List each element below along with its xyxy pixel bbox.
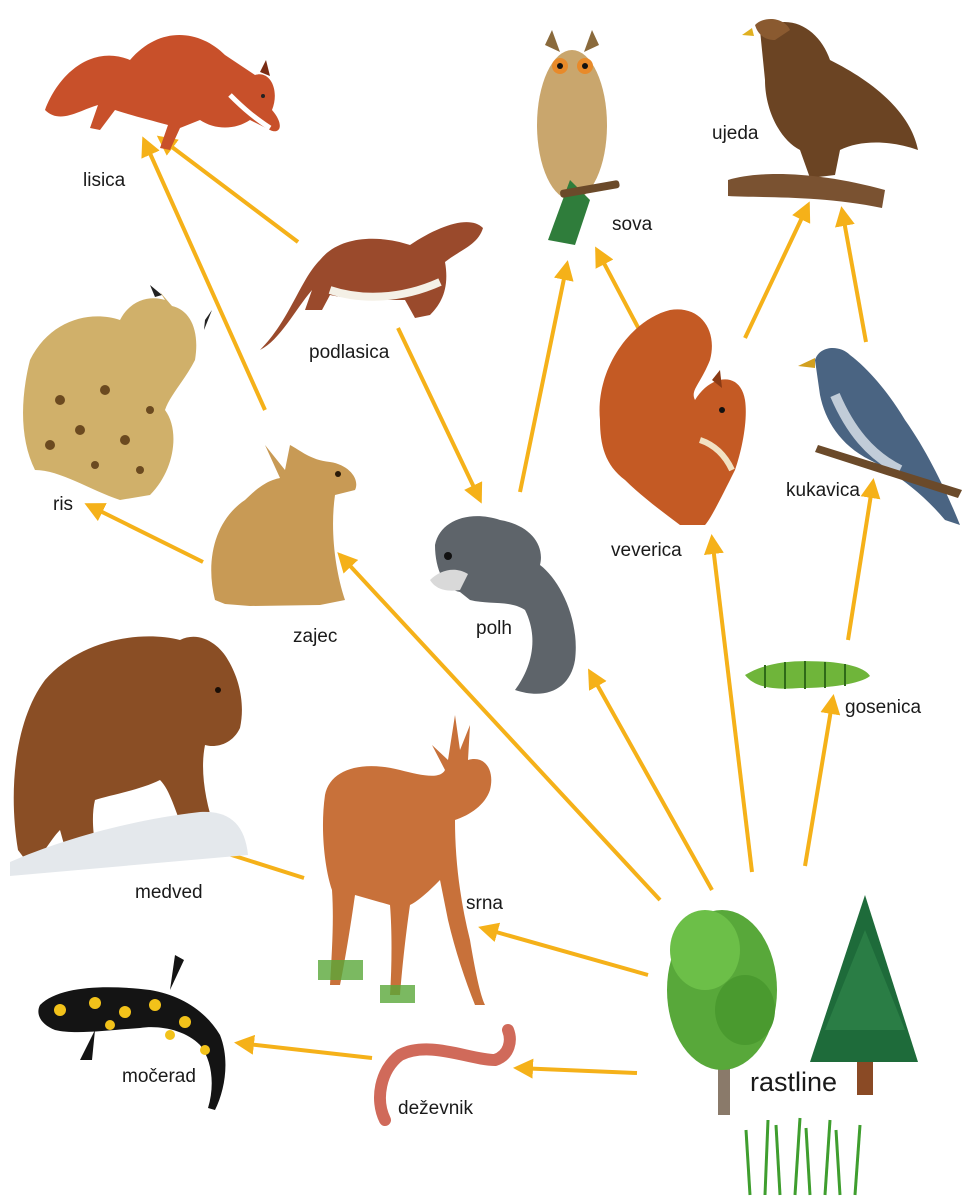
hare-illustration xyxy=(211,445,356,606)
arrow-rastline-veverica xyxy=(712,538,752,872)
label-podlasica: podlasica xyxy=(309,342,390,363)
label-medved: medved xyxy=(135,882,203,903)
label-polh: polh xyxy=(476,618,512,639)
caterpillar-illustration xyxy=(745,661,870,689)
dormouse-illustration xyxy=(430,516,576,694)
plants-illustration xyxy=(667,895,918,1195)
label-gosenica: gosenica xyxy=(845,697,922,718)
lynx-illustration xyxy=(23,285,212,500)
label-sova: sova xyxy=(612,214,653,235)
label-dezevnik: deževnik xyxy=(398,1098,473,1119)
bear-illustration xyxy=(10,636,248,876)
label-kukavica: kukavica xyxy=(786,480,860,501)
arrow-rastline-gosenica xyxy=(805,698,833,866)
arrow-podlasica-polh xyxy=(398,328,480,500)
weasel-illustration xyxy=(260,222,483,350)
arrow-polh-sova xyxy=(520,264,567,492)
arrow-kukavica-ujeda xyxy=(842,210,866,342)
label-ris: ris xyxy=(53,494,74,515)
squirrel-illustration xyxy=(600,309,746,525)
arrow-dezevnik-mocerad xyxy=(238,1043,372,1058)
arrow-rastline-polh xyxy=(590,672,712,890)
owl-illustration xyxy=(537,30,620,245)
arrow-rastline-dezevnik xyxy=(517,1068,637,1073)
label-veverica: veverica xyxy=(611,540,682,561)
roe-deer-illustration xyxy=(318,715,491,1005)
label-mocerad: močerad xyxy=(122,1066,196,1087)
fox-illustration xyxy=(45,35,280,150)
label-rastline: rastline xyxy=(750,1067,838,1097)
eagle-illustration xyxy=(728,19,918,208)
arrow-veverica-ujeda xyxy=(745,205,808,338)
label-srna: srna xyxy=(466,893,503,914)
label-ujeda: ujeda xyxy=(712,123,759,144)
arrow-rastline-srna xyxy=(482,928,648,975)
arrow-gosenica-kukavica xyxy=(848,482,873,640)
label-lisica: lisica xyxy=(83,170,126,191)
arrow-zajec-ris xyxy=(88,505,203,562)
label-zajec: zajec xyxy=(293,626,338,647)
